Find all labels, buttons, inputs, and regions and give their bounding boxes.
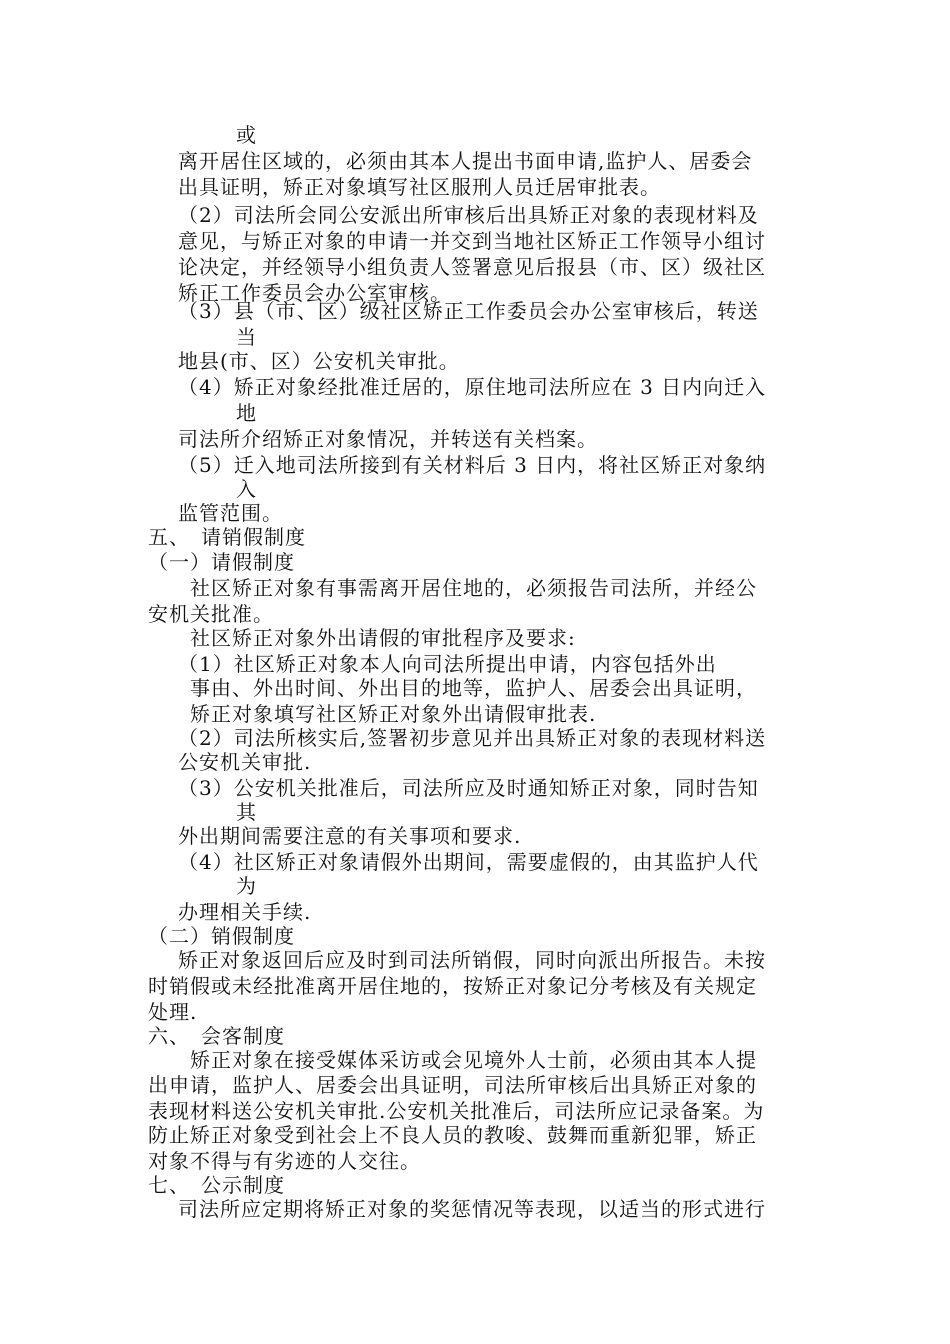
text-line: 时销假或未经批准离开居住地的，按矫正对象记分考核及有关规定 bbox=[148, 974, 757, 998]
text-line: 事由、外出时间、外出目的地等，监护人、居委会出具证明， bbox=[190, 676, 757, 700]
text-line: 司法所介绍矫正对象情况，并转送有关档案。 bbox=[178, 427, 598, 451]
text-line: 论决定，并经领导小组负责人签署意见后报县（市、区）级社区 bbox=[178, 255, 766, 279]
text-line: （2）司法所会同公安派出所审核后出具矫正对象的表现材料及 bbox=[178, 203, 759, 227]
text-line: 为 bbox=[236, 874, 257, 898]
text-line: 司法所应定期将矫正对象的奖惩情况等表现，以适当的形式进行 bbox=[178, 1197, 766, 1221]
text-line: 矫正工作委员会办公室审核。 bbox=[178, 281, 451, 305]
text-line: 办理相关手续. bbox=[178, 900, 312, 924]
text-line: 出具证明，矫正对象填写社区服刑人员迁居审批表。 bbox=[178, 175, 661, 199]
text-line: 矫正对象在接受媒体采访或会见境外人士前，必须由其本人提 bbox=[190, 1048, 757, 1072]
subsection-heading: （二）销假制度 bbox=[148, 924, 295, 948]
text-line: 矫正对象返回后应及时到司法所销假，同时向派出所报告。未按 bbox=[178, 948, 766, 972]
text-line: 表现材料送公安机关审批.公安机关批准后，司法所应记录备案。为 bbox=[148, 1099, 765, 1123]
text-line: 地县(市、区）公安机关审批。 bbox=[178, 349, 460, 373]
text-line: （4）矫正对象经批准迁居的，原住地司法所应在 3 日内向迁入 bbox=[178, 375, 767, 399]
text-line: 防止矫正对象受到社会上不良人员的教唆、鼓舞而重新犯罪，矫正 bbox=[148, 1123, 757, 1147]
text-line: （3）公安机关批准后，司法所应及时通知矫正对象，同时告知 bbox=[178, 776, 759, 800]
text-line: 处理. bbox=[148, 1000, 198, 1024]
text-line: 公安机关审批. bbox=[178, 750, 312, 774]
text-line: 安机关批准。 bbox=[148, 602, 274, 626]
text-line: 对象不得与有劣迹的人交往。 bbox=[148, 1149, 421, 1173]
text-line: 入 bbox=[236, 477, 257, 501]
text-line: 监管范围。 bbox=[178, 501, 283, 525]
text-line: （1）社区矫正对象本人向司法所提出申请，内容包括外出 bbox=[178, 652, 717, 676]
text-line: 离开居住区域的，必须由其本人提出书面申请,监护人、居委会 bbox=[178, 149, 753, 173]
text-line: 意见，与矫正对象的申请一并交到当地社区矫正工作领导小组讨 bbox=[178, 229, 766, 253]
text-line: 地 bbox=[236, 401, 257, 425]
text-line: （4）社区矫正对象请假外出期间，需要虚假的，由其监护人代 bbox=[178, 850, 759, 874]
text-line: （5）迁入地司法所接到有关材料后 3 日内，将社区矫正对象纳 bbox=[178, 453, 767, 477]
section-heading: 七、 公示制度 bbox=[148, 1173, 285, 1197]
text-line: 其 bbox=[236, 800, 257, 824]
text-line: 社区矫正对象外出请假的审批程序及要求: bbox=[190, 626, 576, 650]
text-line: 当 bbox=[236, 325, 257, 349]
section-heading: 五、 请销假制度 bbox=[148, 525, 306, 549]
section-heading: 六、 会客制度 bbox=[148, 1024, 285, 1048]
text-line: 出申请，监护人、居委会出具证明，司法所审核后出具矫正对象的 bbox=[148, 1073, 757, 1097]
subsection-heading: （一）请假制度 bbox=[148, 550, 295, 574]
text-line: 矫正对象填写社区矫正对象外出请假审批表. bbox=[190, 702, 597, 726]
text-line: （3）县（市、区）级社区矫正工作委员会办公室审核后，转送 bbox=[178, 299, 759, 323]
text-line: 外出期间需要注意的有关事项和要求. bbox=[178, 824, 522, 848]
text-line: 或 bbox=[236, 123, 257, 147]
text-line: （2）司法所核实后,签署初步意见并出具矫正对象的表现材料送 bbox=[178, 726, 767, 750]
text-line: 社区矫正对象有事需离开居住地的，必须报告司法所，并经公 bbox=[190, 576, 757, 600]
